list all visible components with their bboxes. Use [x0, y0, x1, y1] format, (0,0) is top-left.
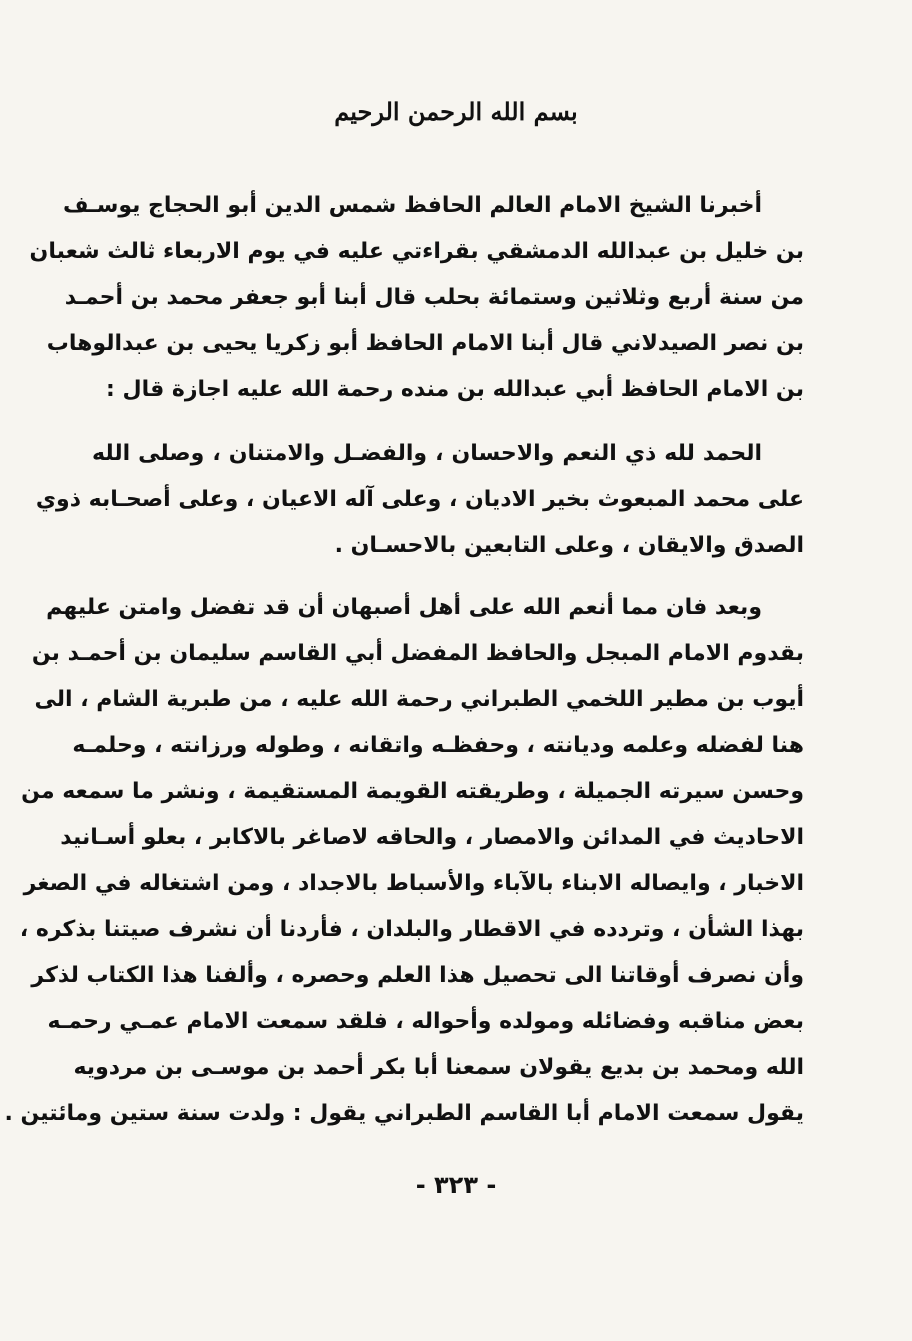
text-line: بعض مناقبه وفضائله ومولده وأحواله ، فلقد سمعت الامام عمـي رحمـه — [47, 1009, 804, 1034]
text-line: الله ومحمد بن بديع يقولان سمعنا أبا بكر أحمد بن موسـى بن مردويه — [73, 1055, 804, 1080]
paragraph-praise — [35, 431, 804, 569]
text-line: أيوب بن مطير اللخمي الطبراني رحمة الله عليه ، من طبرية الشام ، الى — [34, 687, 804, 712]
page-number: - ٣٢٣ - — [415, 1171, 497, 1199]
text-line: وأن نصرف أوقاتنا الى تحصيل هذا العلم وحصره ، وألفنا هذا الكتاب لذكر — [31, 963, 804, 988]
text-line: يقول سمعت الامام أبا القاسم الطبراني يقول : ولدت سنة ستين ومائتين . — [4, 1101, 804, 1126]
text-line: الصدق والايقان ، وعلى التابعين بالاحسـان . — [334, 533, 804, 558]
text-line: وبعد فان مما أنعم الله على أهل أصبهان أن قد تفضل وامتن عليهم — [46, 595, 762, 620]
text-line: على محمد المبعوث بخير الاديان ، وعلى آله الاعيان ، وعلى أصحـابه ذوي — [35, 487, 804, 512]
paragraph-chain-of-narration — [29, 183, 804, 413]
text-line: بن الامام الحافظ أبي عبدالله بن منده رحمة الله عليه اجازة قال : — [106, 377, 804, 402]
text-line: الاحاديث في المدائن والامصار ، والحاقه لاصاغر بالاكابر ، بعلو أسـانيد — [60, 825, 804, 850]
text-line: بن نصر الصيدلاني قال أبنا الامام الحافظ أبو زكريا يحيى بن عبدالوهاب — [46, 331, 804, 356]
text-line: الاخبار ، وايصاله الابناء بالآباء والأسباط بالاجداد ، ومن اشتغاله في الصغر — [23, 871, 804, 896]
text-line: أخبرنا الشيخ الامام العالم الحافظ شمس الدين أبو الحجاج يوسـف — [62, 193, 762, 218]
page-title: بسم الله الرحمن الرحيم — [334, 97, 578, 126]
paragraph-introduction — [4, 585, 804, 1137]
text-line: من سنة أربع وثلاثين وستمائة بحلب قال أبنا أبو جعفر محمد بن أحمـد — [64, 285, 804, 310]
text-line: بهذا الشأن ، وتردده في الاقطار والبلدان ، فأردنا أن نشرف صيتنا بذكره ، — [19, 917, 804, 942]
text-line: وحسن سيرته الجميلة ، وطريقته القويمة المستقيمة ، ونشر ما سمعه من — [21, 779, 804, 804]
text-line: بقدوم الامام المبجل والحافظ المفضل أبي القاسم سليمان بن أحمـد بن — [31, 641, 804, 666]
text-line: بن خليل بن عبدالله الدمشقي بقراءتي عليه في يوم الاربعاء ثالث شعبان — [29, 239, 804, 264]
text-line: الحمد لله ذي النعم والاحسان ، والفضـل والامتنان ، وصلى الله — [92, 441, 762, 466]
text-line: هنا لفضله وعلمه وديانته ، وحفظـه واتقانه ، وطوله ورزانته ، وحلمـه — [72, 733, 804, 758]
